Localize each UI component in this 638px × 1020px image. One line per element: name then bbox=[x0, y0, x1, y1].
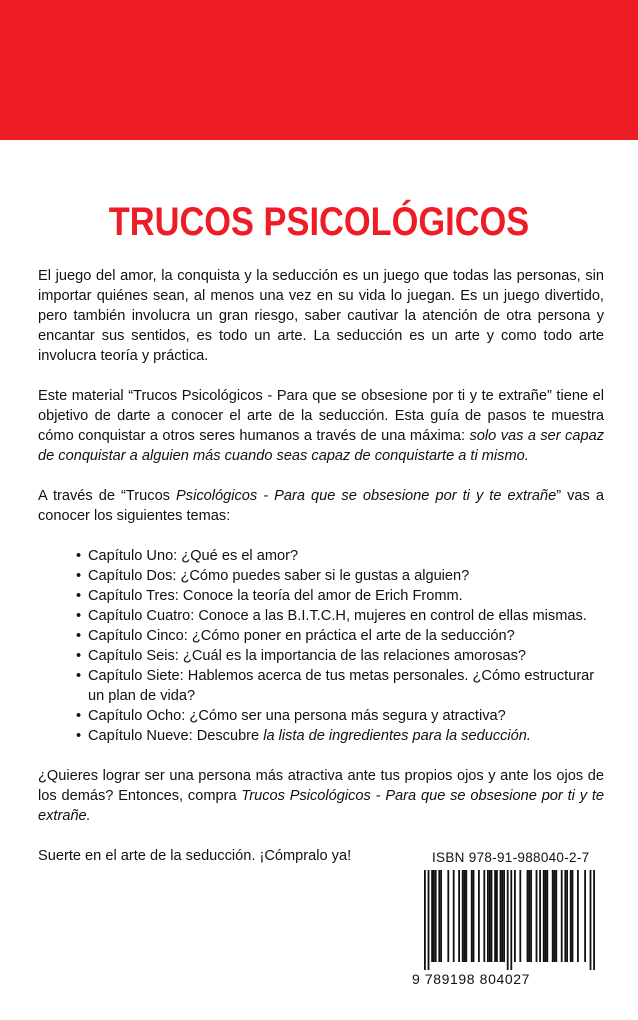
chapter-item: • Capítulo Cinco: ¿Cómo poner en práctica el arte de la seducción? bbox=[76, 626, 604, 646]
closing-line: Suerte en el arte de la seducción. ¡Cómpralo ya! bbox=[38, 848, 352, 864]
isbn-label: ISBN 978-91-988040-2-7 bbox=[432, 850, 590, 865]
cta-text: ¿Quieres lograr ser una persona más atractiva ante tus propios ojos y ante los ojos de los demás? Entonces, compra bbox=[38, 768, 604, 804]
barcode-bar bbox=[527, 870, 529, 962]
barcode-bar bbox=[464, 870, 466, 962]
barcode-digits: 9 789198 804027 bbox=[412, 971, 530, 987]
topics-intro-prefix: A través de “Trucos bbox=[38, 488, 177, 504]
barcode-bar bbox=[539, 870, 541, 962]
barcode-bar bbox=[462, 870, 464, 962]
barcode-bar bbox=[491, 870, 493, 962]
barcode-bar bbox=[584, 870, 586, 962]
chapter-item: • Capítulo Siete: Hablemos acerca de tus metas personales. ¿Cómo estructurar un plan de vida? bbox=[76, 666, 604, 706]
chapter-nine-italic: la lista de ingredientes para la seducción. bbox=[263, 728, 531, 744]
barcode-bar bbox=[519, 870, 521, 962]
material-maxim: solo vas a ser capaz de conquistar a alguien más cuando seas capaz de conquistarte a ti mismo. bbox=[38, 428, 604, 464]
barcode-bar bbox=[424, 870, 426, 970]
barcode-bar bbox=[572, 870, 574, 962]
barcode-bar bbox=[554, 870, 556, 962]
chapter-item: • Capítulo Cuatro: Conoce a las B.I.T.C.H, mujeres en control de ellas mismas. bbox=[76, 606, 604, 626]
barcode-bar bbox=[438, 870, 440, 962]
barcode-bar bbox=[552, 870, 554, 962]
chapter-nine-prefix: Capítulo Nueve: Descubre bbox=[88, 728, 264, 744]
book-title: TRUCOS PSICOLÓGICOS bbox=[108, 200, 530, 244]
barcode-bar bbox=[440, 870, 442, 962]
barcode-bar bbox=[487, 870, 489, 962]
barcode-bar bbox=[500, 870, 502, 962]
top-red-band bbox=[0, 0, 638, 140]
barcode-bar bbox=[555, 870, 557, 962]
barcode-bar bbox=[566, 870, 568, 962]
chapter-item: • Capítulo Dos: ¿Cómo puedes saber si le gustas a alguien? bbox=[76, 566, 604, 586]
barcode-bar bbox=[503, 870, 505, 962]
barcode-bar bbox=[536, 870, 538, 962]
cta-title: Trucos Psicológicos - Para que se obsesione por ti y te extrañe. bbox=[38, 788, 604, 824]
barcode-bar bbox=[514, 870, 516, 962]
barcode-bar bbox=[471, 870, 473, 962]
barcode-bar bbox=[428, 870, 430, 970]
chapter-item-nine bbox=[76, 726, 604, 746]
barcode-bar bbox=[435, 870, 437, 962]
barcode-bar bbox=[453, 870, 455, 962]
barcode-bar bbox=[530, 870, 532, 962]
barcode-bar bbox=[483, 870, 485, 962]
chapter-item: • Capítulo Uno: ¿Qué es el amor? bbox=[76, 546, 604, 566]
barcode-bar bbox=[590, 870, 592, 970]
topics-intro-paragraph bbox=[38, 486, 604, 526]
barcode-bar bbox=[510, 870, 512, 970]
barcode-bar bbox=[570, 870, 572, 962]
barcode-bar bbox=[543, 870, 545, 962]
barcode-bar bbox=[507, 870, 509, 970]
barcode-bar bbox=[545, 870, 547, 962]
material-paragraph bbox=[38, 386, 604, 466]
intro-paragraph: El juego del amor, la conquista y la seducción es un juego que todas las personas, sin importar quiénes sean, al menos una vez en su vida lo juegan. Es un juego divertido, pero también involucra un gran riesgo, saber cautivar la atención de otra persona y encantar sus sentidos, es todo un arte. La seducción es un arte y como todo arte involucra teoría y práctica. bbox=[38, 268, 604, 364]
barcode-bar bbox=[489, 870, 491, 962]
barcode-bar bbox=[473, 870, 475, 962]
cta-paragraph bbox=[38, 766, 604, 826]
chapter-item: • Capítulo Ocho: ¿Cómo ser una persona más segura y atractiva? bbox=[76, 706, 604, 726]
barcode-bar bbox=[431, 870, 433, 962]
barcode-bar bbox=[577, 870, 579, 962]
material-text: Este material “Trucos Psicológicos - Para que se obsesione por ti y te extrañe” tiene el objetivo de darte a conocer el arte de la seducción. Esta guía de pasos te muestra cómo conquistar a otros seres humanos a través de una máxima: bbox=[38, 388, 604, 444]
barcode-bar bbox=[546, 870, 548, 962]
chapter-item: • Capítulo Seis: ¿Cuál es la importancia de las relaciones amorosas? bbox=[76, 646, 604, 666]
barcode-bar bbox=[465, 870, 467, 962]
barcode-bar bbox=[447, 870, 449, 962]
chapter-list bbox=[38, 546, 604, 746]
back-cover-text bbox=[38, 266, 604, 866]
barcode-bar bbox=[433, 870, 435, 962]
chapter-item: • Capítulo Tres: Conoce la teoría del amor de Erich Fromm. bbox=[76, 586, 604, 606]
barcode-bar bbox=[478, 870, 480, 962]
barcode-bar bbox=[564, 870, 566, 962]
barcode-bar bbox=[561, 870, 563, 962]
barcode-bar bbox=[458, 870, 460, 962]
barcode-bar bbox=[496, 870, 498, 962]
barcode-bar bbox=[528, 870, 530, 962]
topics-intro-title: Psicológicos - Para que se obsesione por ti y te extrañe bbox=[176, 488, 557, 504]
topics-intro-suffix: ” vas a conocer los siguientes temas: bbox=[38, 488, 605, 524]
barcode-bars bbox=[412, 870, 606, 972]
barcode-bar bbox=[501, 870, 503, 962]
barcode-bar bbox=[494, 870, 496, 962]
barcode-bar bbox=[593, 870, 595, 970]
